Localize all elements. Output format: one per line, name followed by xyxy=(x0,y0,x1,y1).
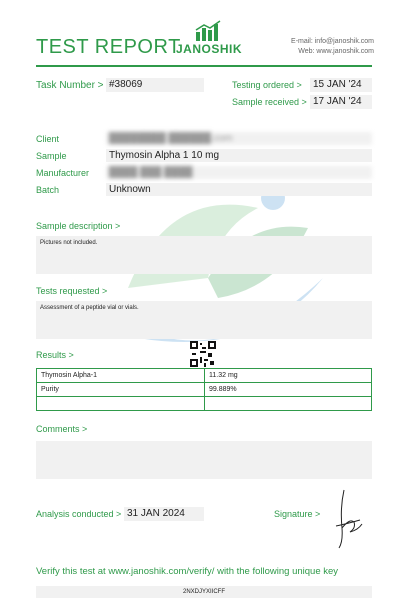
verify-text: Verify this test at www.janoshik.com/verify/ with the following unique key xyxy=(36,566,339,577)
task-number-label: Task Number > xyxy=(36,80,104,91)
tests-requested-box: Assessment of a peptide vial or vials. xyxy=(36,301,372,339)
sample-value: Thymosin Alpha 1 10 mg xyxy=(106,149,372,162)
result-name: Purity xyxy=(37,383,205,397)
batch-label: Batch xyxy=(36,185,60,195)
testing-ordered-label: Testing ordered > xyxy=(232,80,302,90)
table-row xyxy=(37,383,372,397)
analysis-conducted-value: 31 JAN 2024 xyxy=(124,507,204,521)
janoshik-logo xyxy=(176,20,246,60)
table-row xyxy=(37,397,372,411)
client-value: ████████ ██████.com xyxy=(106,132,372,145)
result-name: Thymosin Alpha-1 xyxy=(37,369,205,383)
contact-info xyxy=(291,37,374,57)
client-label: Client xyxy=(36,134,60,144)
contact-email: E-mail: info@janoshik.com xyxy=(291,38,374,45)
result-value: 11.32 mg xyxy=(205,369,372,383)
comments-box xyxy=(36,441,372,479)
sample-received-value: 17 JAN '24 xyxy=(310,95,372,109)
manufacturer-value: ████ ███ ████ xyxy=(106,166,372,179)
unique-key: 2NXDJYXIICFF xyxy=(36,586,372,598)
result-name xyxy=(37,397,205,411)
tests-requested-label: Tests requested > xyxy=(36,286,108,296)
comments-label: Comments > xyxy=(36,424,88,434)
result-value xyxy=(205,397,372,411)
task-number-value: #38069 xyxy=(106,78,204,92)
analysis-conducted-label: Analysis conducted > xyxy=(36,509,122,519)
signature-label: Signature > xyxy=(274,509,321,519)
manufacturer-label: Manufacturer xyxy=(36,168,90,178)
sample-description-box: Pictures not included. xyxy=(36,236,372,274)
table-row xyxy=(37,369,372,383)
chart-logo-icon xyxy=(194,20,224,42)
results-label: Results > xyxy=(36,350,74,360)
report-title: TEST REPORT xyxy=(36,36,181,58)
qr-code-icon xyxy=(190,341,216,367)
result-value: 99.889% xyxy=(205,383,372,397)
sample-label: Sample xyxy=(36,151,67,161)
brand-name: JANOSHIK xyxy=(176,42,243,56)
sample-description-label: Sample description > xyxy=(36,221,121,231)
contact-web: Web: www.janoshik.com xyxy=(298,48,374,55)
results-table xyxy=(36,368,372,411)
sample-received-label: Sample received > xyxy=(232,97,307,107)
header-divider xyxy=(36,65,372,67)
testing-ordered-value: 15 JAN '24 xyxy=(310,78,372,92)
batch-value: Unknown xyxy=(106,183,372,196)
signature-icon xyxy=(330,488,366,550)
